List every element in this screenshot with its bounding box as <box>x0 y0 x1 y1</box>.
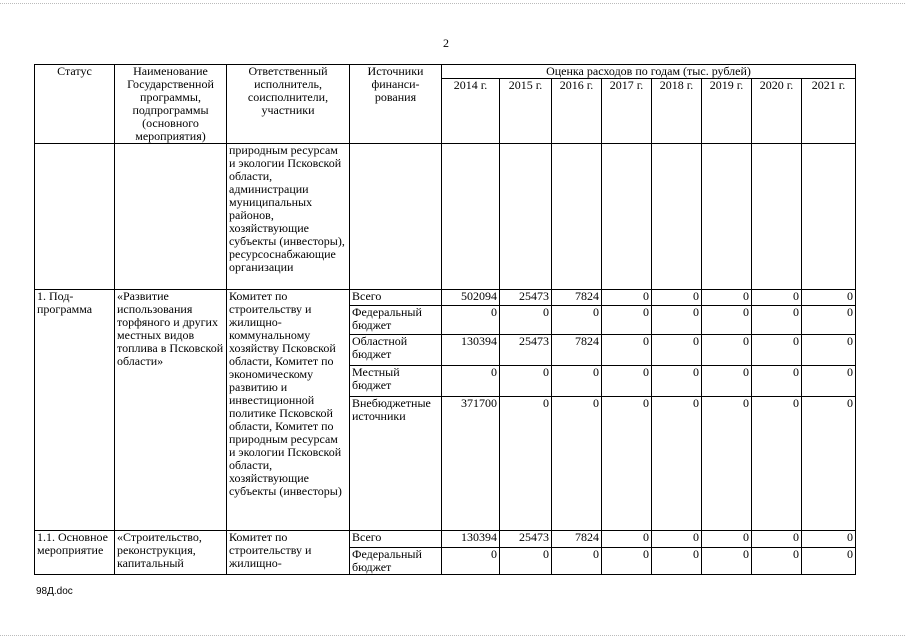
value-cell: 0 <box>500 548 552 575</box>
footer-filename: 98Д.doc <box>36 586 73 597</box>
value-cell: 25473 <box>500 531 552 548</box>
header-sources: Источники финанси-рования <box>350 65 442 144</box>
value-cell: 0 <box>652 548 702 575</box>
header-name: Наименование Государственной программы, подпрограммы (основного мероприятия) <box>115 65 227 144</box>
value-cell: 0 <box>802 548 856 575</box>
value-cell: 0 <box>500 366 552 397</box>
continuation-row <box>35 144 856 290</box>
header-year: 2014 г. <box>442 79 500 144</box>
value-cell: 0 <box>552 306 602 335</box>
value-cell: 0 <box>752 548 802 575</box>
value-cell: 0 <box>552 548 602 575</box>
source-cell: Федеральный бюджет <box>350 548 442 575</box>
source-cell: Местный бюджет <box>350 366 442 397</box>
value-cell: 0 <box>752 306 802 335</box>
value-cell: 0 <box>602 290 652 306</box>
value-cell: 0 <box>702 397 752 531</box>
source-cell: Внебюджетные источники <box>350 397 442 531</box>
value-cell: 0 <box>752 290 802 306</box>
continuation-responsible: природным ресурсам и экологии Псковской области, администрации муниципальных районов, хозяйствующие субъекты (инвесторы), ресурсоснабжающие организации <box>227 144 350 290</box>
value-cell: 0 <box>702 531 752 548</box>
value-cell: 130394 <box>442 335 500 366</box>
table-row <box>35 531 856 548</box>
header-expenses: Оценка расходов по годам (тыс. рублей) <box>442 65 856 79</box>
value-cell: 0 <box>500 397 552 531</box>
value-cell: 0 <box>602 397 652 531</box>
header-year: 2015 г. <box>500 79 552 144</box>
value-cell: 0 <box>652 531 702 548</box>
value-cell: 0 <box>602 335 652 366</box>
value-cell: 0 <box>552 397 602 531</box>
main-event-responsible: Комитет по строительству и жилищно- <box>227 531 350 575</box>
main-event-name: «Строительство, реконструкция, капитальный <box>115 531 227 575</box>
value-cell: 130394 <box>442 531 500 548</box>
value-cell: 0 <box>602 531 652 548</box>
header-year: 2016 г. <box>552 79 602 144</box>
header-year: 2018 г. <box>652 79 702 144</box>
subprogram-status: 1. Под-программа <box>35 290 115 531</box>
header-year: 2020 г. <box>752 79 802 144</box>
value-cell: 25473 <box>500 335 552 366</box>
value-cell: 0 <box>752 335 802 366</box>
value-cell: 7824 <box>552 335 602 366</box>
value-cell: 0 <box>602 366 652 397</box>
value-cell: 0 <box>752 366 802 397</box>
header-responsible: Ответственный исполнитель, соисполнители, участники <box>227 65 350 144</box>
value-cell: 0 <box>442 548 500 575</box>
value-cell: 0 <box>652 366 702 397</box>
subprogram-responsible: Комитет по строительству и жилищно-коммунальному хозяйству Псковской области, Комитет по экономическому развитию и инвестиционной политике Псковской области, Комитет по природным ресурсам и экологии Псковской области, хозяйствующие субъекты (инвесторы) <box>227 290 350 531</box>
value-cell: 0 <box>702 335 752 366</box>
value-cell: 0 <box>702 548 752 575</box>
value-cell: 0 <box>702 290 752 306</box>
scan-edge-bottom <box>0 635 905 636</box>
header-year: 2019 г. <box>702 79 752 144</box>
value-cell: 0 <box>802 306 856 335</box>
source-cell: Федеральный бюджет <box>350 306 442 335</box>
value-cell: 0 <box>652 290 702 306</box>
value-cell: 0 <box>500 306 552 335</box>
expenses-table <box>34 64 856 575</box>
value-cell: 0 <box>802 531 856 548</box>
value-cell: 0 <box>652 397 702 531</box>
value-cell: 0 <box>702 366 752 397</box>
value-cell: 0 <box>442 306 500 335</box>
subprogram-name: «Развитие использования торфяного и других местных видов топлива в Псковской области» <box>115 290 227 531</box>
value-cell: 371700 <box>442 397 500 531</box>
header-status: Статус <box>35 65 115 144</box>
value-cell: 7824 <box>552 290 602 306</box>
value-cell: 0 <box>752 531 802 548</box>
source-cell: Всего <box>350 290 442 306</box>
value-cell: 0 <box>602 548 652 575</box>
value-cell: 0 <box>802 290 856 306</box>
value-cell: 0 <box>442 366 500 397</box>
value-cell: 0 <box>652 335 702 366</box>
value-cell: 0 <box>702 306 752 335</box>
main-event-status: 1.1. Основное мероприятие <box>35 531 115 575</box>
value-cell: 0 <box>652 306 702 335</box>
value-cell: 0 <box>802 335 856 366</box>
value-cell: 25473 <box>500 290 552 306</box>
header-year: 2021 г. <box>802 79 856 144</box>
page-number: 2 <box>443 36 449 50</box>
value-cell: 7824 <box>552 531 602 548</box>
value-cell: 502094 <box>442 290 500 306</box>
header-year: 2017 г. <box>602 79 652 144</box>
source-cell: Областной бюджет <box>350 335 442 366</box>
value-cell: 0 <box>752 397 802 531</box>
source-cell: Всего <box>350 531 442 548</box>
table-row <box>35 290 856 306</box>
value-cell: 0 <box>802 397 856 531</box>
value-cell: 0 <box>602 306 652 335</box>
value-cell: 0 <box>552 366 602 397</box>
scan-edge-top <box>0 3 905 4</box>
value-cell: 0 <box>802 366 856 397</box>
